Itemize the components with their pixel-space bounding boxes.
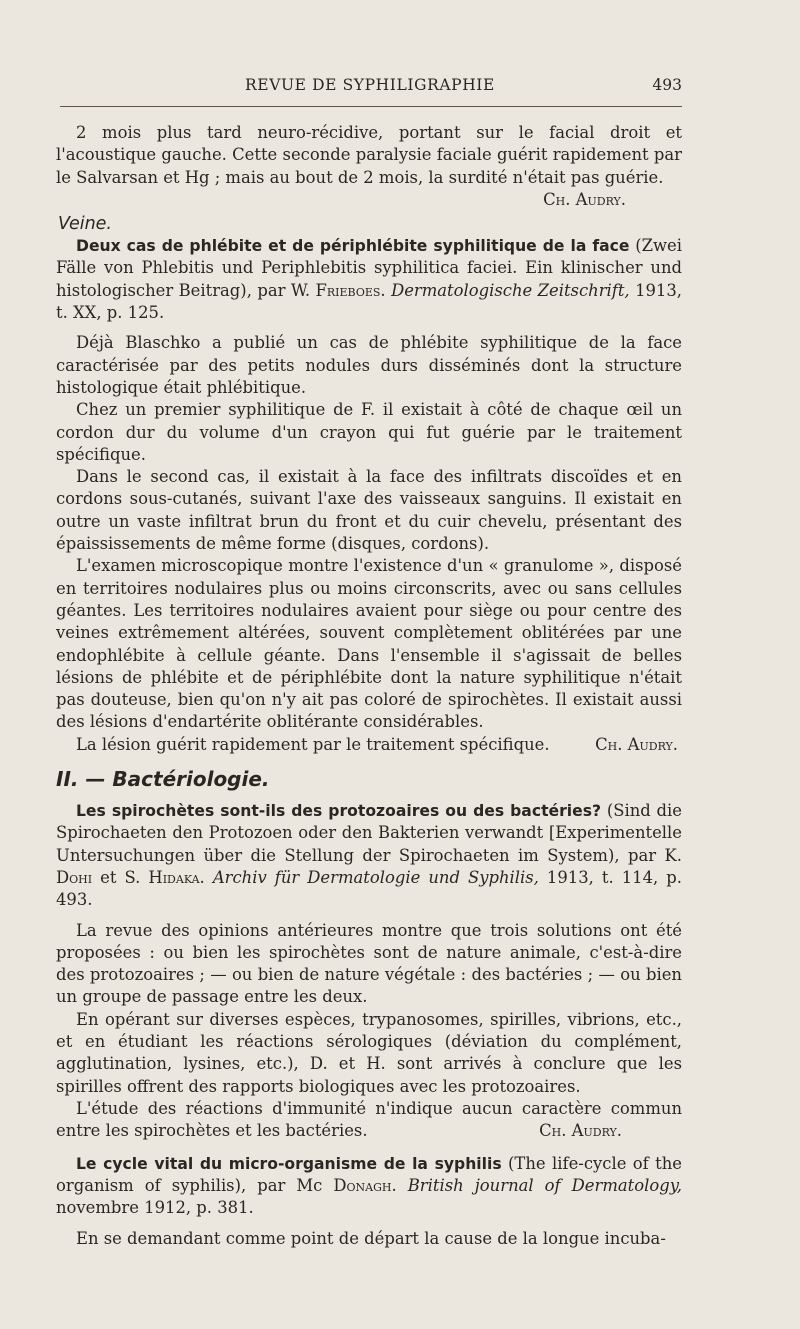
running-header (60, 76, 680, 98)
spacer (56, 1143, 682, 1153)
section-heading-bacteriologie: II. — Bactériologie. (56, 767, 270, 792)
article3-ref-b: . (391, 1176, 408, 1196)
article2-signature: Ch. Audry. (539, 1121, 622, 1141)
article1-ref-a: (Zwei Fälle von Phlebitis und Periphlebitis syphilitica faciei. Ein klinischer und histologischer Beitrag), par W. (56, 236, 682, 300)
article2-title: Les spirochètes sont-ils des protozoaires ou des bactéries? (76, 802, 602, 821)
article2-paragraph-2: En opérant sur diverses espèces, trypanosomes, spirilles, vibrions, etc., et en étudiant les réactions sérologiques (déviation du complément, agglutination, lysines, etc.), D. et H. sont arrivés à conclure que les spirilles offrent des rapports biologiques avec les protozoaires. (56, 1009, 682, 1096)
page-body (56, 122, 682, 1250)
article3-ref-a: (The life-cycle of the organism of syphilis), par Mc (56, 1153, 682, 1196)
article1-paragraph-5: La lésion guérit rapidement par le traitement spécifique. (76, 734, 550, 754)
header-rule (60, 106, 682, 107)
article2-journal: Archiv für Dermatologie und Syphilis, (212, 867, 539, 887)
article1-ref-b: . (380, 280, 392, 300)
journal-title: REVUE DE SYPHILIGRAPHIE (245, 76, 495, 94)
article2-ref-a: (Sind die Spirochaeten den Protozoen oder den Bakterien verwandt [Experimentelle Untersuchungen über die Stellung der Spirochaeten im System), par K. (56, 801, 682, 865)
article2-author-2: Hidaka (148, 867, 200, 887)
article2-paragraph-1: La revue des opinions antérieures montre que trois solutions ont été proposées : ou bien les spirochètes sont de nature animale, c'est-à-dire des protozoaires ; — ou bien de nature végétale : des bactéries ; — ou bien un groupe de passage entre les deux. (56, 920, 682, 1007)
intro-paragraph: 2 mois plus tard neuro-récidive, portant sur le facial droit et l'acoustique gauche. Cette seconde paralysie faciale guérit rapidement par le Salvarsan et Hg ; mais au bout de 2 mois, la surdité n'était pas guérie. (56, 123, 682, 187)
intro-signature: Ch. Audry. (543, 189, 626, 209)
article1-ref-c: 1913, t. XX, p. 125. (56, 280, 682, 323)
article1-author: Frieboes (315, 280, 381, 300)
article3-journal: British journal of Dermatology, (407, 1176, 682, 1196)
article2-ref-d: 1913, t. 114, p. 493. (56, 867, 683, 910)
article1-reference (56, 235, 682, 324)
section-heading-veine: Veine. (58, 214, 112, 235)
spacer (56, 1220, 682, 1228)
spacer (56, 324, 682, 332)
article3-paragraph-1: En se demandant comme point de départ la cause de la longue incuba- (76, 1228, 666, 1248)
page-number: 493 (652, 76, 682, 94)
spacer (56, 912, 682, 920)
article1-paragraph-2: Chez un premier syphilitique de F. il existait à côté de chaque œil un cordon dur du volume d'un crayon qui fut guérie par le traitement spécifique. (56, 400, 682, 464)
article2-author-1: Dohi (56, 867, 93, 887)
article2-ref-c: . (199, 867, 213, 887)
article1-paragraph-4: L'examen microscopique montre l'existence d'un « granulome », disposé en territoires nodulaires plus ou moins circonscrits, avec ou sans cellules géantes. Les territoires nodulaires avaient pour siège ou pour centre des veines extrêmement altérées, souvent complètement oblitérées par une endophlébite à cellule géante. Dans l'ensemble il s'agissait de belles lésions de phlébite et de périphlébite dont la nature syphilitique n'était pas douteuse, bien qu'on n'y ait pas coloré de spirochètes. Il existait aussi des lésions d'endartérite oblitérante considérables. (56, 556, 682, 732)
article3-ref-c: novembre 1912, p. 381. (56, 1198, 254, 1218)
article1-closing-line (56, 734, 682, 756)
article1-paragraph-1: Déjà Blaschko a publié un cas de phlébite syphilitique de la face caractérisée par des petits nodules durs disséminés dont la structure histologique était phlébitique. (56, 333, 682, 397)
article3-title: Le cycle vital du micro-organisme de la syphilis (76, 1154, 502, 1173)
article2-ref-b: et S. (92, 867, 149, 887)
article2-paragraph-3: L'étude des réactions d'immunité n'indique aucun caractère commun entre les spirochètes et les bactéries. (56, 1098, 682, 1141)
article1-paragraph-3: Dans le second cas, il existait à la face des infiltrats discoïdes et en cordons sous-cutanés, suivant l'axe des vaisseaux sanguins. Il existait en outre un vaste infiltrat brun du front et du cuir chevelu, présentant des épaississements de même forme (disques, cordons). (56, 467, 682, 554)
article1-journal: Dermatologische Zeitschrift, (391, 280, 630, 300)
article2-reference (56, 800, 682, 911)
article1-title: Deux cas de phlébite et de périphlébite syphilitique de la face (76, 237, 630, 256)
article3-author: Donagh (333, 1176, 392, 1196)
article3-reference (56, 1153, 682, 1220)
article1-signature: Ch. Audry. (595, 734, 678, 754)
